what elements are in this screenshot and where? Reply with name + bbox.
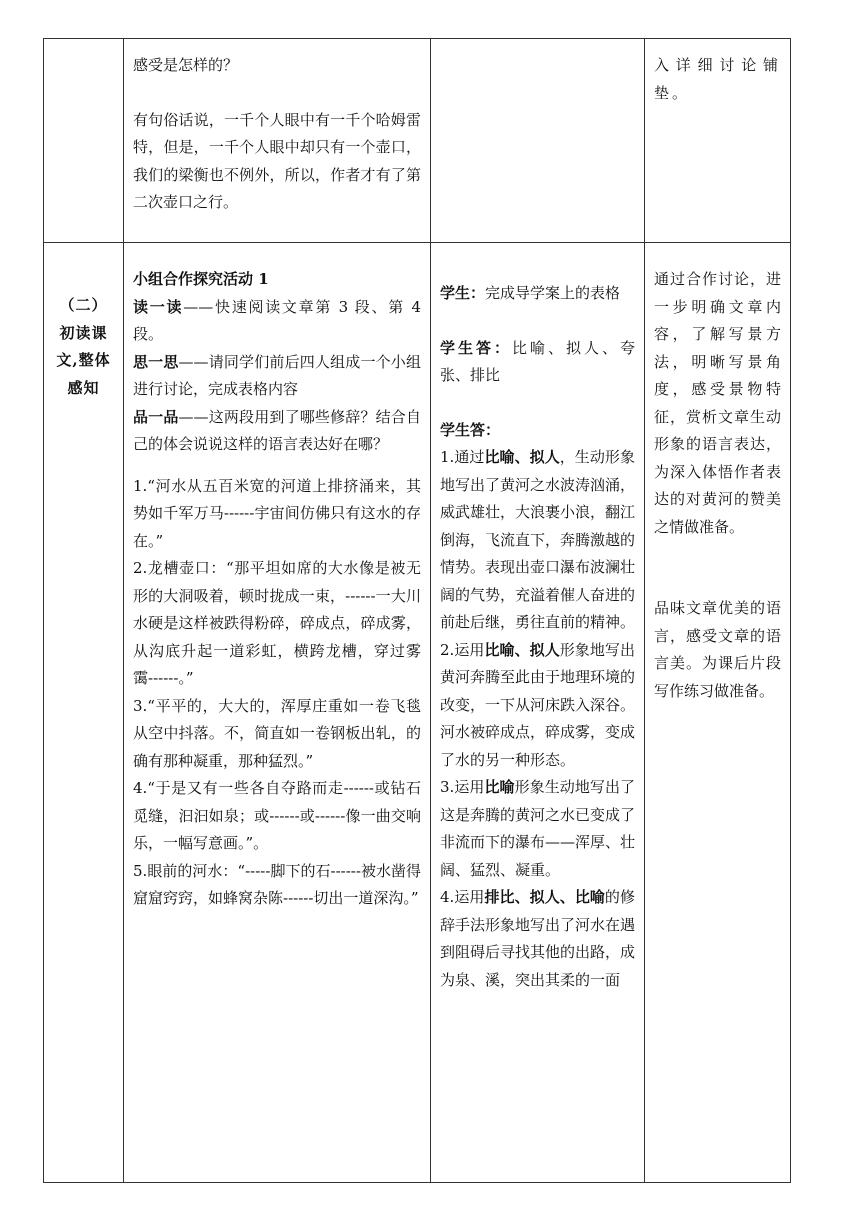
section-label: （二） 初读课 文,整体 感知 [44,243,124,1183]
table-row [44,243,791,1183]
content-cell [124,39,431,243]
quote-item: 2.龙槽壶口：“那平坦如席的大水像是被无形的大洞吸着，顿时拢成一束，------一大川水硬是这样被跌得粉碎，碎成点，碎成雾，从沟底升起一道彩虹，横跨龙槽，穿过雾霭------。” [133,559,421,687]
answer-item: 2.运用比喻、拟人形象地写出黄河奔腾至此由于地理环境的改变，一下从河床跌入深谷。河水被碎成点，碎成雾，变成了水的另一种形态。 [440,640,636,769]
read-instruction: 读一读——快速阅读文章第 3 段、第 4 段。 [133,297,421,343]
content-line: 感受是怎样的？ [133,56,239,74]
content-cell [124,243,431,1183]
quote-item: 4.“于是又有一些各自夺路而走------或钻石觅缝，汩汩如泉；或------或------像一曲交响乐，一幅写意画。”。 [133,779,421,852]
taste-instruction: 品一品——这两段用到了哪些修辞？结合自己的体会说说这样的语言表达好在哪？ [133,407,421,453]
purpose-cell [645,39,791,243]
student-cell [431,243,645,1183]
quote-item: 3.“平平的，大大的，浑厚庄重如一卷飞毯从空中抖落。不，简直如一卷钢板出轧，的确有那种凝重，那种猛烈。” [133,696,421,770]
student-cell [431,39,645,243]
student-answer-heading: 学生答： [440,420,501,439]
purpose-text: 通过合作讨论，进一步明确文章内容，了解写景方法，明晰写景角度，感受景物特征，赏析文章生动形象的语言表达，为深入体悟作者表达的对黄河的赞美之情做准备。 [654,270,781,536]
content-paragraph: 有句俗话说，一千个人眼中有一千个哈姆雷特，但是，一千个人眼中却只有一个壶口，我们的梁衡也不例外，所以，作者才有了第二次壶口之行。 [133,110,421,211]
section-cell [44,39,124,243]
student-task: 学生：完成导学案上的表格 [440,284,621,302]
student-answer: 学生答：比喻、拟人、夸张、排比 [440,338,635,384]
table-row [44,39,791,243]
activity-title: 小组合作探究活动 1 [133,270,269,288]
purpose-text: 入详细讨论铺垫。 [654,56,781,102]
answer-item: 4.运用排比、拟人、比喻的修辞手法形象地写出了河水在遇到阻碍后寻找其他的出路，成为泉、溪，突出其柔的一面 [440,888,636,989]
purpose-text: 品味文章优美的语言，感受文章的语言美。为课后片段写作练习做准备。 [654,599,781,700]
quote-item: 5.眼前的河水：“-----脚下的石------被水凿得窟窟窍窍，如蜂窝杂陈------切出一道深沟。” [133,861,421,907]
think-instruction: 思一思——请同学们前后四人组成一个小组进行讨论，完成表格内容 [133,352,421,398]
answer-item: 3.运用比喻形象生动地写出了这是奔腾的黄河之水已变成了非流而下的瀑布——浑厚、壮阔、猛烈、凝重。 [440,778,636,879]
purpose-cell [645,243,791,1183]
answer-item: 1.通过比喻、拟人，生动形象地写出了黄河之水波涛汹涌，威武雄壮，大浪裹小浪，翻江倒海，飞流直下，奔腾激越的情势。表现出壶口瀑布波澜壮阔的气势，充溢着催人奋进的前赴后继，勇往直前的精神。 [440,448,636,631]
quote-item: 1.“河水从五百米宽的河道上排挤涌来，其势如千军万马------宇宙间仿佛只有这水的存在。” [133,476,421,550]
lesson-plan-table [43,38,791,1183]
